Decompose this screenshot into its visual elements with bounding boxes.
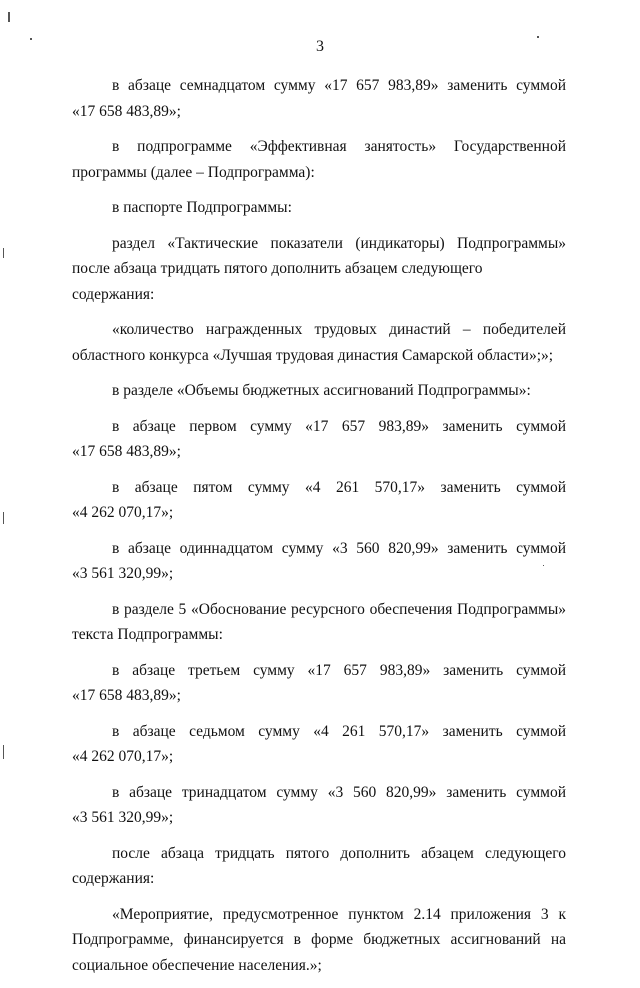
paragraph-4-line-2: после абзаца тридцать пятого дополнить абзацем следующего содержания:	[72, 260, 483, 303]
paragraph-14	[72, 841, 566, 892]
paragraph-8	[72, 475, 566, 526]
paragraph-2-line-2: программы (далее – Подпрограмма):	[72, 163, 315, 181]
scan-mark-left-lower	[3, 512, 4, 524]
paragraph-7-line-1: в абзаце первом сумму «17 657 983,89» заменить суммой	[112, 417, 566, 435]
paragraph-13	[72, 780, 566, 831]
paragraph-12	[72, 719, 566, 770]
paragraph-15-line-3: социальное обеспечение населения.»;	[72, 956, 322, 974]
paragraph-9	[72, 536, 566, 587]
paragraph-10-line-2: текста Подпрограммы:	[72, 626, 223, 643]
paragraph-15	[72, 902, 566, 979]
paragraph-6	[72, 378, 566, 404]
paragraph-13-line-1: в абзаце тринадцатом сумму «3 560 820,99» заменить суммой	[112, 783, 566, 801]
paragraph-3-text: в паспорте Подпрограммы:	[112, 199, 292, 216]
scan-mark-left-top	[8, 12, 10, 22]
paragraph-11-line-1: в абзаце третьем сумму «17 657 983,89» заменить суммой	[112, 661, 566, 679]
paragraph-1	[72, 73, 566, 124]
paragraph-11	[72, 658, 566, 709]
paragraph-12-line-2: «4 262 070,17»;	[72, 748, 174, 765]
paragraph-9-line-2: «3 561 320,99»;	[72, 565, 174, 582]
paragraph-4-line-1: раздел «Тактические показатели (индикаторы) Подпрограммы»	[112, 234, 566, 252]
page-number: 3	[316, 38, 324, 55]
paragraph-3	[72, 195, 566, 221]
paragraph-5	[72, 317, 566, 368]
paragraph-2-line-1: в подпрограмме «Эффективная занятость» Государственной	[112, 138, 566, 155]
paragraph-7	[72, 414, 566, 465]
paragraph-1-line-2: «17 658 483,89»;	[72, 102, 181, 120]
paragraph-15-line-2: Подпрограмме, финансируется в форме бюджетных ассигнований на	[72, 931, 566, 948]
paragraph-1-line-1: в абзаце семнадцатом сумму «17 657 983,89» заменить суммой	[112, 77, 566, 94]
paragraph-11-line-2: «17 658 483,89»;	[72, 687, 181, 704]
scan-mark-left-bottom	[3, 745, 4, 759]
paragraph-5-line-1: «количество награжденных трудовых династий – победителей	[112, 321, 566, 338]
paragraph-6-text: в разделе «Объемы бюджетных ассигнований Подпрограммы»:	[112, 382, 531, 399]
paragraph-10-line-1: в разделе 5 «Обоснование ресурсного обеспечения Подпрограммы»	[112, 600, 566, 618]
paragraph-4	[72, 231, 566, 308]
document-body	[72, 73, 566, 988]
paragraph-10	[72, 597, 566, 648]
paragraph-9-line-1: в абзаце одиннадцатом сумму «3 560 820,99» заменить суммой	[112, 539, 566, 557]
paragraph-13-line-2: «3 561 320,99»;	[72, 809, 174, 826]
paragraph-5-line-2: областного конкурса «Лучшая трудовая династия Самарской области»;»;	[72, 346, 554, 364]
paragraph-8-line-2: «4 262 070,17»;	[72, 504, 174, 521]
paragraph-14-line-2: содержания:	[72, 870, 155, 887]
paragraph-15-line-1: «Мероприятие, предусмотренное пунктом 2.14 приложения 3 к	[112, 905, 566, 923]
scan-mark-left-middle	[3, 248, 4, 258]
paragraph-14-line-1: после абзаца тридцать пятого дополнить абзацем следующего	[112, 844, 566, 862]
paragraph-12-line-1: в абзаце седьмом сумму «4 261 570,17» заменить суммой	[112, 722, 566, 740]
paragraph-2	[72, 134, 566, 185]
paragraph-8-line-1: в абзаце пятом сумму «4 261 570,17» заменить суммой	[112, 478, 566, 496]
paragraph-7-line-2: «17 658 483,89»;	[72, 443, 181, 460]
